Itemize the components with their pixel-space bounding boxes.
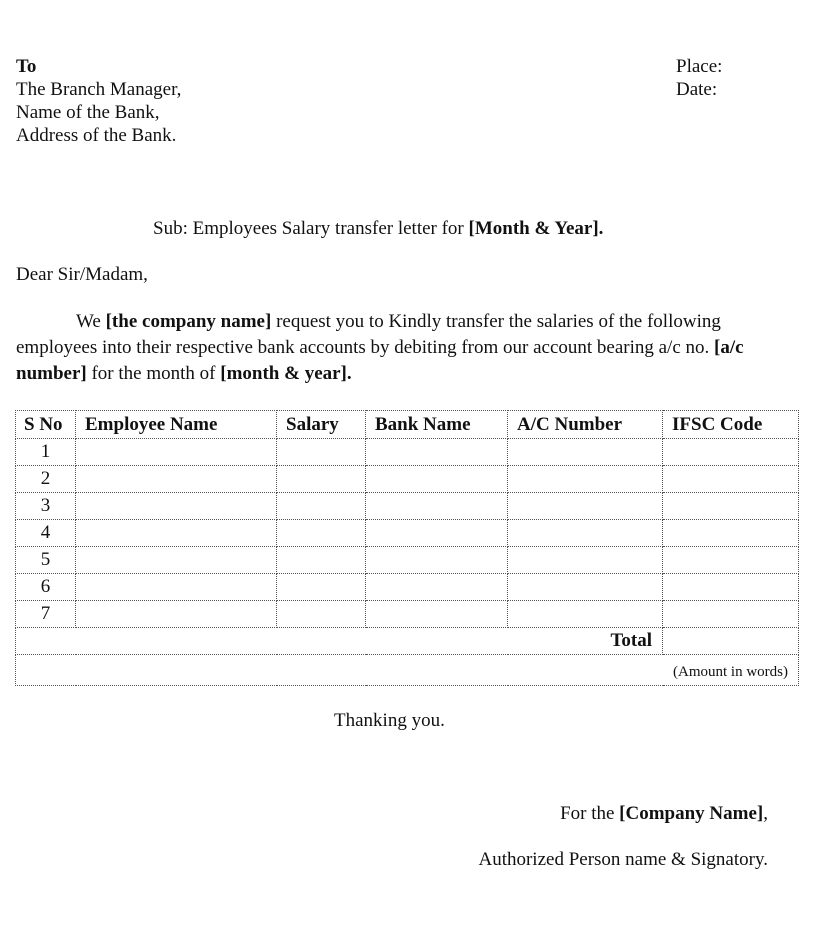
header-employee-name: Employee Name <box>76 411 277 439</box>
total-row <box>16 628 799 655</box>
employee-name-cell[interactable] <box>76 493 277 520</box>
company-name-placeholder: [Company Name] <box>619 803 764 824</box>
body-account-placeholder: [a/c number] <box>16 337 744 384</box>
table-row <box>16 601 799 628</box>
table-row <box>16 493 799 520</box>
bank-name-cell[interactable] <box>366 547 508 574</box>
amount-in-words: (Amount in words) <box>16 655 799 686</box>
for-company-line <box>560 802 768 825</box>
address-line-manager: The Branch Manager, <box>16 79 182 100</box>
header-bank-name: Bank Name <box>366 411 508 439</box>
ac-number-cell[interactable] <box>508 493 663 520</box>
employee-name-cell[interactable] <box>76 520 277 547</box>
body-text-1: request you to Kindly transfer the salaries of the following employees into their respective bank accounts by debiting from our account bearing a/c no. <box>16 311 721 358</box>
employee-name-cell[interactable] <box>76 439 277 466</box>
ac-number-cell[interactable] <box>508 520 663 547</box>
header-ifsc-code: IFSC Code <box>663 411 799 439</box>
salary-cell[interactable] <box>277 493 366 520</box>
salary-cell[interactable] <box>277 601 366 628</box>
salary-cell[interactable] <box>277 547 366 574</box>
body-text-2: for the month of <box>86 363 221 384</box>
header-ac-number: A/C Number <box>508 411 663 439</box>
ifsc-code-cell[interactable] <box>663 601 799 628</box>
for-the-text: For the <box>560 803 620 824</box>
row-sno: 6 <box>16 574 76 601</box>
employee-name-cell[interactable] <box>76 574 277 601</box>
subject-placeholder: [Month & Year]. <box>468 218 604 239</box>
thanks-line: Thanking you. <box>334 710 445 731</box>
ifsc-code-cell[interactable] <box>663 547 799 574</box>
subject-line <box>153 217 603 240</box>
ifsc-code-cell[interactable] <box>663 493 799 520</box>
bank-name-cell[interactable] <box>366 601 508 628</box>
bank-name-cell[interactable] <box>366 439 508 466</box>
ifsc-code-cell[interactable] <box>663 520 799 547</box>
recipient-address <box>16 55 181 147</box>
salary-cell[interactable] <box>277 466 366 493</box>
table-row <box>16 547 799 574</box>
salary-cell[interactable] <box>277 574 366 601</box>
table-header-row <box>16 411 799 439</box>
body-we: We <box>76 311 106 332</box>
salary-cell[interactable] <box>277 439 366 466</box>
place-label: Place: <box>676 56 723 77</box>
row-sno: 5 <box>16 547 76 574</box>
bank-name-cell[interactable] <box>366 466 508 493</box>
bank-name-cell[interactable] <box>366 493 508 520</box>
row-sno: 7 <box>16 601 76 628</box>
header-salary: Salary <box>277 411 366 439</box>
ac-number-cell[interactable] <box>508 574 663 601</box>
salary-cell[interactable] <box>277 520 366 547</box>
body-paragraph <box>16 309 796 387</box>
ac-number-cell[interactable] <box>508 439 663 466</box>
ifsc-code-cell[interactable] <box>663 466 799 493</box>
header-sno: S No <box>16 411 76 439</box>
date-label: Date: <box>676 79 718 100</box>
table-row <box>16 466 799 493</box>
table-row <box>16 574 799 601</box>
place-date-block <box>676 55 722 101</box>
body-month-placeholder: [month & year]. <box>220 363 352 384</box>
employee-name-cell[interactable] <box>76 601 277 628</box>
ifsc-code-cell[interactable] <box>663 574 799 601</box>
row-sno: 4 <box>16 520 76 547</box>
table-row <box>16 520 799 547</box>
for-company-comma: , <box>763 803 768 824</box>
body-company-placeholder: [the company name] <box>105 311 272 332</box>
salary-table <box>15 410 799 686</box>
ac-number-cell[interactable] <box>508 601 663 628</box>
row-sno: 3 <box>16 493 76 520</box>
ac-number-cell[interactable] <box>508 547 663 574</box>
ifsc-code-cell[interactable] <box>663 439 799 466</box>
table-row <box>16 439 799 466</box>
to-label: To <box>16 56 37 77</box>
subject-text: Sub: Employees Salary transfer letter for <box>153 218 469 239</box>
signatory-line: Authorized Person name & Signatory. <box>478 849 768 870</box>
address-line-bank-name: Name of the Bank, <box>16 102 160 123</box>
amount-words-row <box>16 655 799 686</box>
total-amount-cell[interactable] <box>663 628 799 655</box>
bank-name-cell[interactable] <box>366 574 508 601</box>
greeting: Dear Sir/Madam, <box>16 264 148 285</box>
address-line-bank-address: Address of the Bank. <box>16 125 177 146</box>
employee-name-cell[interactable] <box>76 547 277 574</box>
total-label: Total <box>16 628 663 655</box>
row-sno: 1 <box>16 439 76 466</box>
employee-name-cell[interactable] <box>76 466 277 493</box>
ac-number-cell[interactable] <box>508 466 663 493</box>
row-sno: 2 <box>16 466 76 493</box>
bank-name-cell[interactable] <box>366 520 508 547</box>
